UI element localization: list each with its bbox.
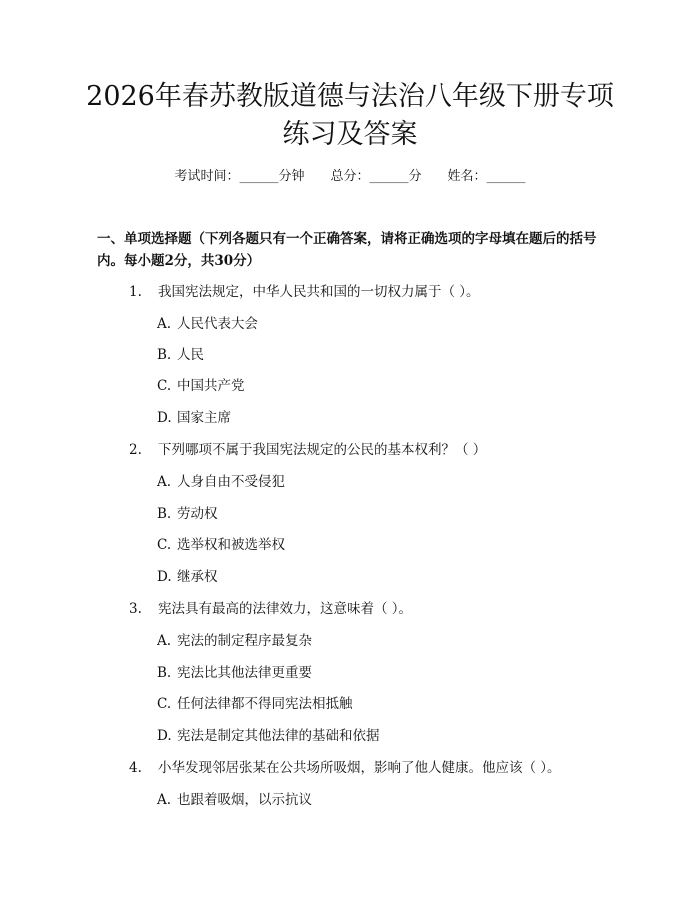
option bbox=[157, 694, 353, 714]
option-letter: B. bbox=[157, 506, 172, 522]
question-stem: 我国宪法规定，中华人民共和国的一切权力属于（ ）。 bbox=[158, 284, 480, 300]
option bbox=[157, 504, 218, 524]
exam-name: 姓名：______ bbox=[447, 169, 526, 184]
option-text: 宪法比其他法律更重要 bbox=[177, 665, 312, 681]
exam-meta bbox=[0, 167, 700, 187]
question-stem: 小华发现邻居张某在公共场所吸烟，影响了他人健康。他应该（ ）。 bbox=[158, 760, 561, 776]
question-number: 2. bbox=[129, 442, 142, 458]
option-letter: B. bbox=[157, 665, 172, 681]
option-text: 人民 bbox=[177, 347, 204, 363]
option-letter: C. bbox=[157, 537, 172, 553]
option-text: 国家主席 bbox=[177, 410, 231, 426]
option-letter: A. bbox=[157, 633, 172, 649]
option-text: 劳动权 bbox=[177, 506, 218, 522]
question-stem: 下列哪项不属于我国宪法规定的公民的基本权利？（ ） bbox=[158, 442, 487, 458]
question-number: 4. bbox=[129, 760, 142, 776]
option-text: 宪法的制定程序最复杂 bbox=[177, 633, 312, 649]
option bbox=[157, 472, 285, 492]
option-text: 人身自由不受侵犯 bbox=[177, 474, 285, 490]
section-heading: 一、单项选择题（下列各题只有一个正确答案，请将正确选项的字母填在题后的括号内。每小题2分，共30分） bbox=[97, 231, 597, 269]
option-letter: C. bbox=[157, 696, 172, 712]
option-letter: D. bbox=[157, 728, 172, 744]
option bbox=[157, 790, 312, 810]
title-line-1: 2026年春苏教版道德与法治八年级下册专项 bbox=[86, 81, 614, 112]
question-number: 1. bbox=[129, 284, 142, 300]
exam-total-score: 总分：______分 bbox=[330, 169, 422, 184]
document-title bbox=[60, 78, 640, 154]
option bbox=[157, 314, 258, 334]
option bbox=[157, 663, 312, 683]
option-letter: C. bbox=[157, 378, 172, 394]
option-text: 也跟着吸烟，以示抗议 bbox=[177, 792, 312, 808]
option-text: 选举权和被选举权 bbox=[177, 537, 285, 553]
option bbox=[157, 535, 285, 555]
option-letter: B. bbox=[157, 347, 172, 363]
option bbox=[157, 345, 204, 365]
option-text: 中国共产党 bbox=[177, 378, 245, 394]
option-text: 任何法律都不得同宪法相抵触 bbox=[177, 696, 353, 712]
title-line-2: 练习及答案 bbox=[282, 119, 418, 150]
option bbox=[157, 376, 245, 396]
option-letter: D. bbox=[157, 410, 172, 426]
option bbox=[157, 408, 231, 428]
option-letter: D. bbox=[157, 569, 172, 585]
option-letter: A. bbox=[157, 316, 172, 332]
question-number: 3. bbox=[129, 601, 142, 617]
option bbox=[157, 726, 380, 746]
option-letter: A. bbox=[157, 792, 172, 808]
option-letter: A. bbox=[157, 474, 172, 490]
option bbox=[157, 631, 312, 651]
question-stem: 宪法具有最高的法律效力，这意味着（ ）。 bbox=[158, 601, 413, 617]
exam-time: 考试时间：______分钟 bbox=[174, 169, 305, 184]
option bbox=[157, 567, 218, 587]
option-text: 宪法是制定其他法律的基础和依据 bbox=[177, 728, 380, 744]
option-text: 继承权 bbox=[177, 569, 218, 585]
option-text: 人民代表大会 bbox=[177, 316, 258, 332]
